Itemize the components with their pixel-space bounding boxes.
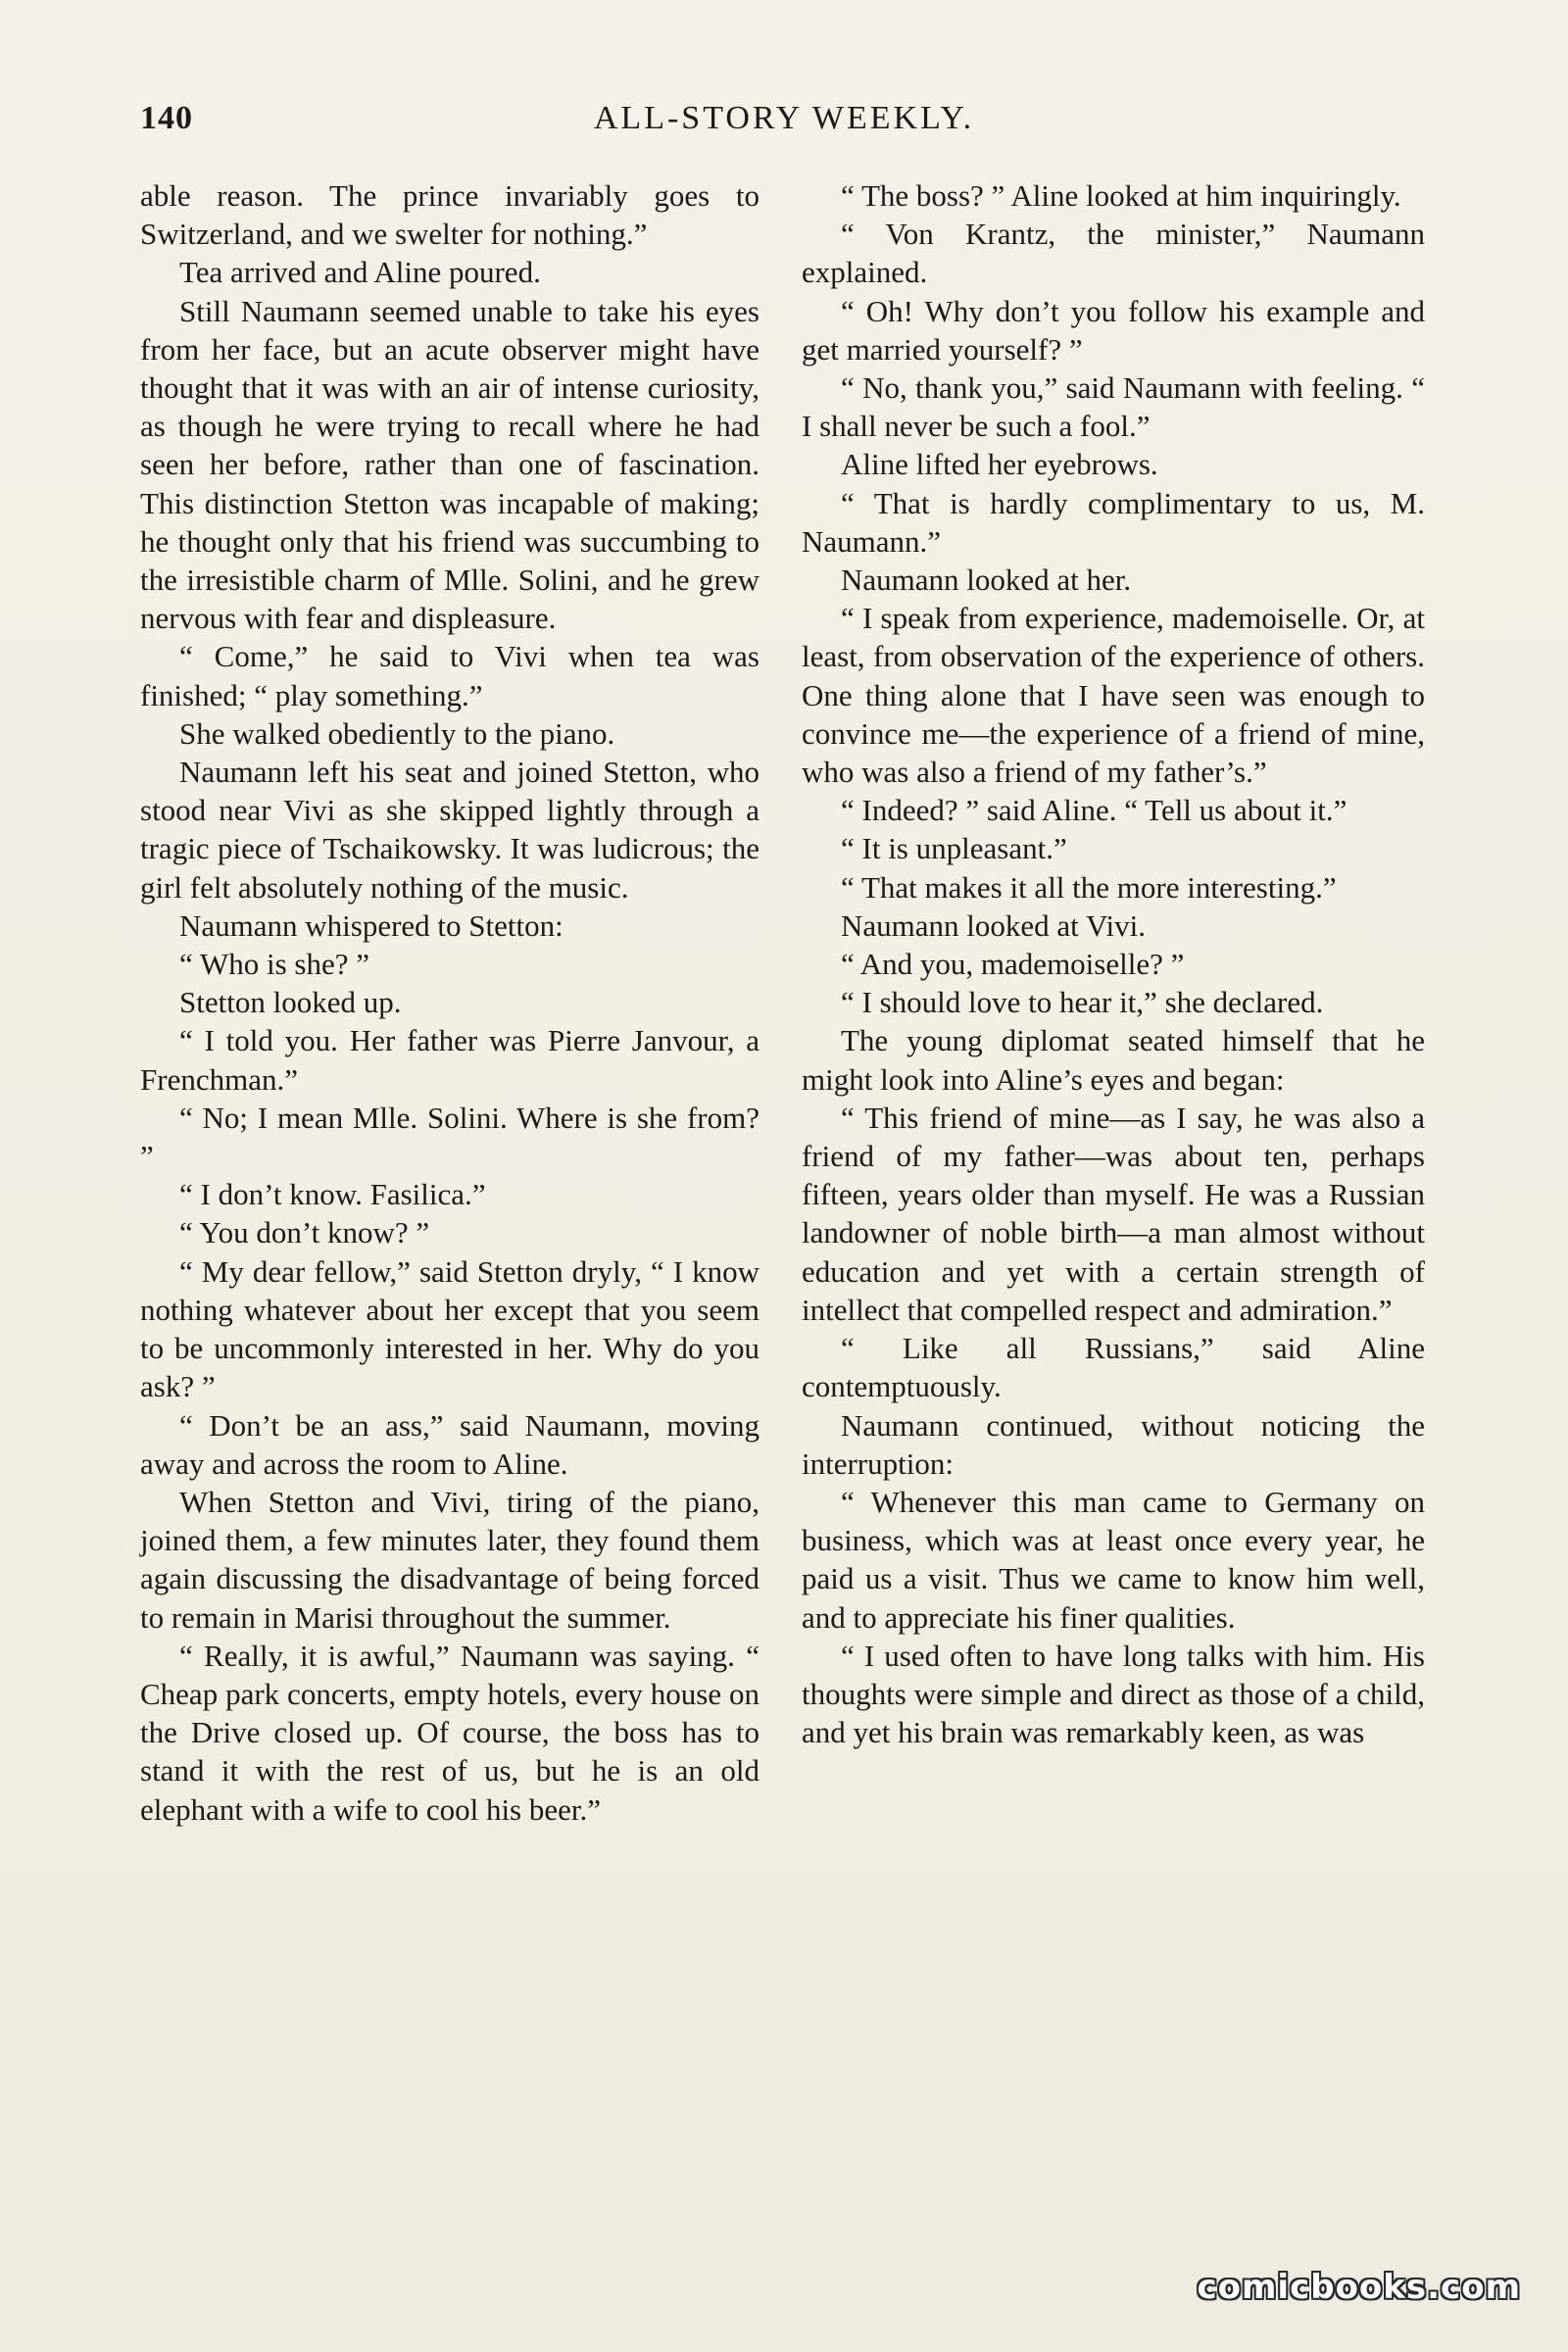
running-head: ALL-STORY WEEKLY. <box>593 100 975 136</box>
paragraph: Naumann left his seat and joined Stetton, who stood near Vivi as she skipped lightly through a tragic piece of Tschaikowsky. It was ludicrous; the girl felt absolutely nothing of the music. <box>140 755 760 905</box>
paragraph: Naumann looked at her. <box>841 563 1132 598</box>
paragraph: “ Who is she? ” <box>179 947 369 982</box>
paragraph: “ I used often to have long talks with him. His thoughts were simple and direct as those of a child, and yet his brain was remarkably keen, as was <box>802 1638 1425 1750</box>
paragraph: The young diplomat seated himself that he might look into Aline’s eyes and began: <box>802 1023 1425 1097</box>
paragraph: “ No, thank you,” said Naumann with feeling. “ I shall never be such a fool.” <box>802 370 1425 444</box>
right-column <box>802 176 1425 1751</box>
watermark: comicbooks.com <box>1197 2268 1521 2307</box>
paragraph: “ Whenever this man came to Germany on business, which was at least once every year, he paid us a visit. Thus we came to know him well, and to appreciate his finer qualities. <box>802 1484 1425 1635</box>
paragraph: Tea arrived and Aline poured. <box>179 255 541 290</box>
paragraph: Still Naumann seemed unable to take his eyes from her face, but an acute observer might have thought that it was with an air of intense curiosity, as though he were trying to recall where he had seen her before, rather than one of fascination. This distinction Stetton was incapable of making; he thought only that his friend was succumbing to the irresistible charm of Mlle. Solini, and he grew nervous with fear and displeasure. <box>140 293 760 636</box>
paragraph: “ That makes it all the more interesting.” <box>841 869 1337 905</box>
page-header <box>140 100 1428 149</box>
paragraph: “ Like all Russians,” said Aline contemptuously. <box>802 1331 1425 1404</box>
paragraph: “ Indeed? ” said Aline. “ Tell us about it.” <box>841 793 1348 828</box>
paragraph: Naumann continued, without noticing the interruption: <box>802 1407 1425 1481</box>
paragraph: She walked obediently to the piano. <box>179 715 615 751</box>
paragraph: “ I told you. Her father was Pierre Janvour, a Frenchman.” <box>140 1023 760 1097</box>
paragraph: “ You don’t know? ” <box>179 1215 430 1250</box>
paragraph: “ I don’t know. Fasilica.” <box>179 1177 486 1212</box>
paragraph: “ I should love to hear it,” she declared. <box>841 985 1324 1020</box>
paragraph: “ My dear fellow,” said Stetton dryly, “ I know nothing whatever about her except that you seem to be uncommonly interested in her. Why do you ask? ” <box>140 1253 760 1404</box>
paragraph: When Stetton and Vivi, tiring of the piano, joined them, a few minutes later, they found them again discussing the disadvantage of being forced to remain in Marisi throughout the summer. <box>140 1484 760 1635</box>
paragraph: “ That is hardly complimentary to us, M. Naumann.” <box>802 485 1425 559</box>
paragraph: “ Oh! Why don’t you follow his example and get married yourself? ” <box>802 293 1425 367</box>
paragraph: “ And you, mademoiselle? ” <box>841 947 1185 982</box>
paragraph: “ Come,” he said to Vivi when tea was finished; “ play something.” <box>140 639 760 712</box>
paragraph: Naumann looked at Vivi. <box>841 907 1146 943</box>
paragraph: “ This friend of mine—as I say, he was also a friend of my father—was about ten, perhaps fifteen, years older than myself. He was a Russian landowner of noble birth—a man almost without education and yet with a certain strength of intellect that compelled respect and admiration.” <box>802 1100 1425 1327</box>
paragraph: “ Von Krantz, the minister,” Naumann explained. <box>802 217 1425 290</box>
paragraph: “ No; I mean Mlle. Solini. Where is she from? ” <box>140 1100 760 1174</box>
paragraph: “ I speak from experience, mademoiselle. Or, at least, from observation of the experience of others. One thing alone that I have seen was enough to convince me—the experience of a friend of mine, who was also a friend of my father’s.” <box>802 601 1425 790</box>
paragraph: “ Really, it is awful,” Naumann was saying. “ Cheap park concerts, empty hotels, every house on the Drive closed up. Of course, the boss has to stand it with the rest of us, but he is an old elephant with a wife to cool his beer.” <box>140 1638 760 1827</box>
page-number: 140 <box>140 100 193 136</box>
paragraph: Naumann whispered to Stetton: <box>179 907 564 943</box>
paragraph: able reason. The prince invariably goes to Switzerland, and we swelter for nothing.” <box>140 178 760 252</box>
left-column <box>140 176 760 1829</box>
paragraph: “ The boss? ” Aline looked at him inquiringly. <box>841 178 1401 213</box>
paragraph: Stetton looked up. <box>179 985 402 1020</box>
paragraph: “ Don’t be an ass,” said Naumann, moving away and across the room to Aline. <box>140 1407 760 1481</box>
paragraph: Aline lifted her eyebrows. <box>841 447 1158 482</box>
paragraph: “ It is unpleasant.” <box>841 831 1067 866</box>
